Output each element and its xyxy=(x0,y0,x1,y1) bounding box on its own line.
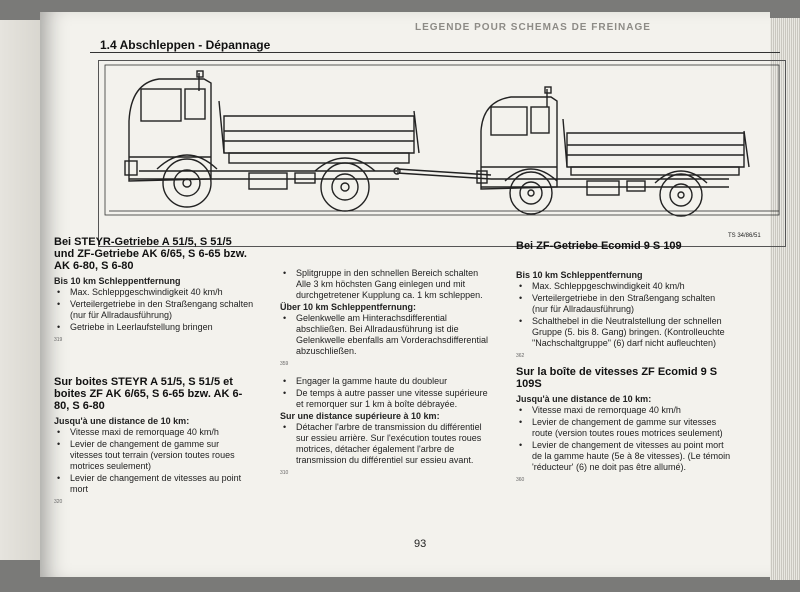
list-item: • Vitesse maxi de remorquage 40 km/h xyxy=(70,427,254,438)
list-ecomid-de xyxy=(516,281,732,349)
list-over-fr xyxy=(280,422,494,466)
list-item: • Levier de changement de vitesses au point mort de la gamme haute (5e à 8e vitesses). (Le témoin 'réducteur' (6) ne doit pas être allumé). xyxy=(532,440,732,473)
figure-reference: TS 34/86/51 xyxy=(728,233,761,239)
page-number: 93 xyxy=(414,538,427,550)
list-steyr-fr xyxy=(54,427,254,495)
heading-ecomid-de: Bei ZF-Getriebe Ecomid 9 S 109 xyxy=(516,240,682,252)
column-right xyxy=(516,240,732,486)
list-item: • Levier de changement de vitesses au point mort xyxy=(70,473,254,495)
footnote-code: 319 xyxy=(54,337,63,343)
subheading-de-over-10km: Über 10 km Schleppentfernung: xyxy=(280,302,417,312)
list-item: • Splitgruppe in den schnellen Bereich schalten Alle 3 km höchsten Gang einlegen und mit durchgetretener Kupplung ca. 1 km schleppen. xyxy=(296,268,494,301)
list-item: • Détacher l'arbre de transmission du différentiel sur essieu arrière. Sur l'exécution toutes roues motrices, détacher également l'arbre de transmission du différentiel sur essieu avant. xyxy=(296,422,494,466)
subheading-ecomid-fr-10km: Jusqu'à une distance de 10 km: xyxy=(516,394,652,404)
column-middle xyxy=(280,268,494,479)
list-item: • Vitesse maxi de remorquage 40 km/h xyxy=(532,405,732,416)
footnote-code: 310 xyxy=(280,470,289,476)
footnote-code: 362 xyxy=(516,353,525,359)
footnote-code: 359 xyxy=(280,361,289,367)
section-title: 1.4 Abschleppen - Dépannage xyxy=(100,38,271,52)
footnote-code: 360 xyxy=(516,477,525,483)
list-item: • Getriebe in Leerlaufstellung bringen xyxy=(70,322,254,333)
subheading-fr-over-10km: Sur une distance supérieure à 10 km: xyxy=(280,411,440,421)
list-steyr-de xyxy=(54,287,254,333)
subheading-de-10km: Bis 10 km Schleppentfernung xyxy=(54,276,181,286)
list-item: • Verteilergetriebe in den Straßengang schalten (nur für Allradausführung) xyxy=(70,299,254,321)
heading-ecomid-fr: Sur la boîte de vitesses ZF Ecomid 9 S 109S xyxy=(516,366,718,390)
title-rule xyxy=(90,52,780,53)
list-split-fr xyxy=(280,376,494,410)
manual-page xyxy=(40,12,770,577)
subheading-fr-10km: Jusqu'à une distance de 10 km: xyxy=(54,416,190,426)
list-item: • Schalthebel in die Neutralstellung der schnellen Gruppe (5. bis 8. Gang) bringen. (Kontrolleuchte "Nachschaltgruppe" (6) darf nicht aufleuchten) xyxy=(532,316,732,349)
running-head: LEGENDE POUR SCHEMAS DE FREINAGE xyxy=(415,22,651,33)
footnote-code: 320 xyxy=(54,499,63,505)
subheading-ecomid-de-10km: Bis 10 km Schleppentfernung xyxy=(516,270,643,280)
list-item: • Levier de changement de gamme sur vitesses route (version toutes roues motrices seulement) xyxy=(532,417,732,439)
list-item: • Max. Schleppgeschwindigkeit 40 km/h xyxy=(532,281,732,292)
list-item: • Engager la gamme haute du doubleur xyxy=(296,376,494,387)
list-item: • Levier de changement de gamme sur vitesses tout terrain (version toutes roues motrices seulement) xyxy=(70,439,254,472)
list-over-de xyxy=(280,313,494,357)
list-ecomid-fr xyxy=(516,405,732,473)
list-item: • Gelenkwelle am Hinterachsdifferential abschließen. Bei Allradausführung ist die Gelenkwelle ebenfalls am Vorderachsdifferential abzuschließen. xyxy=(296,313,494,357)
list-item: • Verteilergetriebe in den Straßengang schalten (nur für Allradausführung) xyxy=(532,293,732,315)
heading-steyr-de: Bei STEYR-Getriebe A 51/5, S 51/5 und ZF-Getriebe AK 6/65, S 6-65 bzw. AK 6-80, S 6-80 xyxy=(54,236,247,272)
towing-illustration xyxy=(98,60,786,247)
column-left xyxy=(54,236,254,508)
list-item: • De temps à autre passer une vitesse supérieure et remorquer sur 1 km à boîte débrayée. xyxy=(296,388,494,410)
list-split-de xyxy=(280,268,494,301)
heading-steyr-fr: Sur boites STEYR A 51/5, S 51/5 et boites ZF AK 6/65, S 6-65 bzw. AK 6-80, S 6-80 xyxy=(54,376,243,412)
tow-trucks-drawing xyxy=(99,61,785,246)
list-item: • Max. Schleppgeschwindigkeit 40 km/h xyxy=(70,287,254,298)
